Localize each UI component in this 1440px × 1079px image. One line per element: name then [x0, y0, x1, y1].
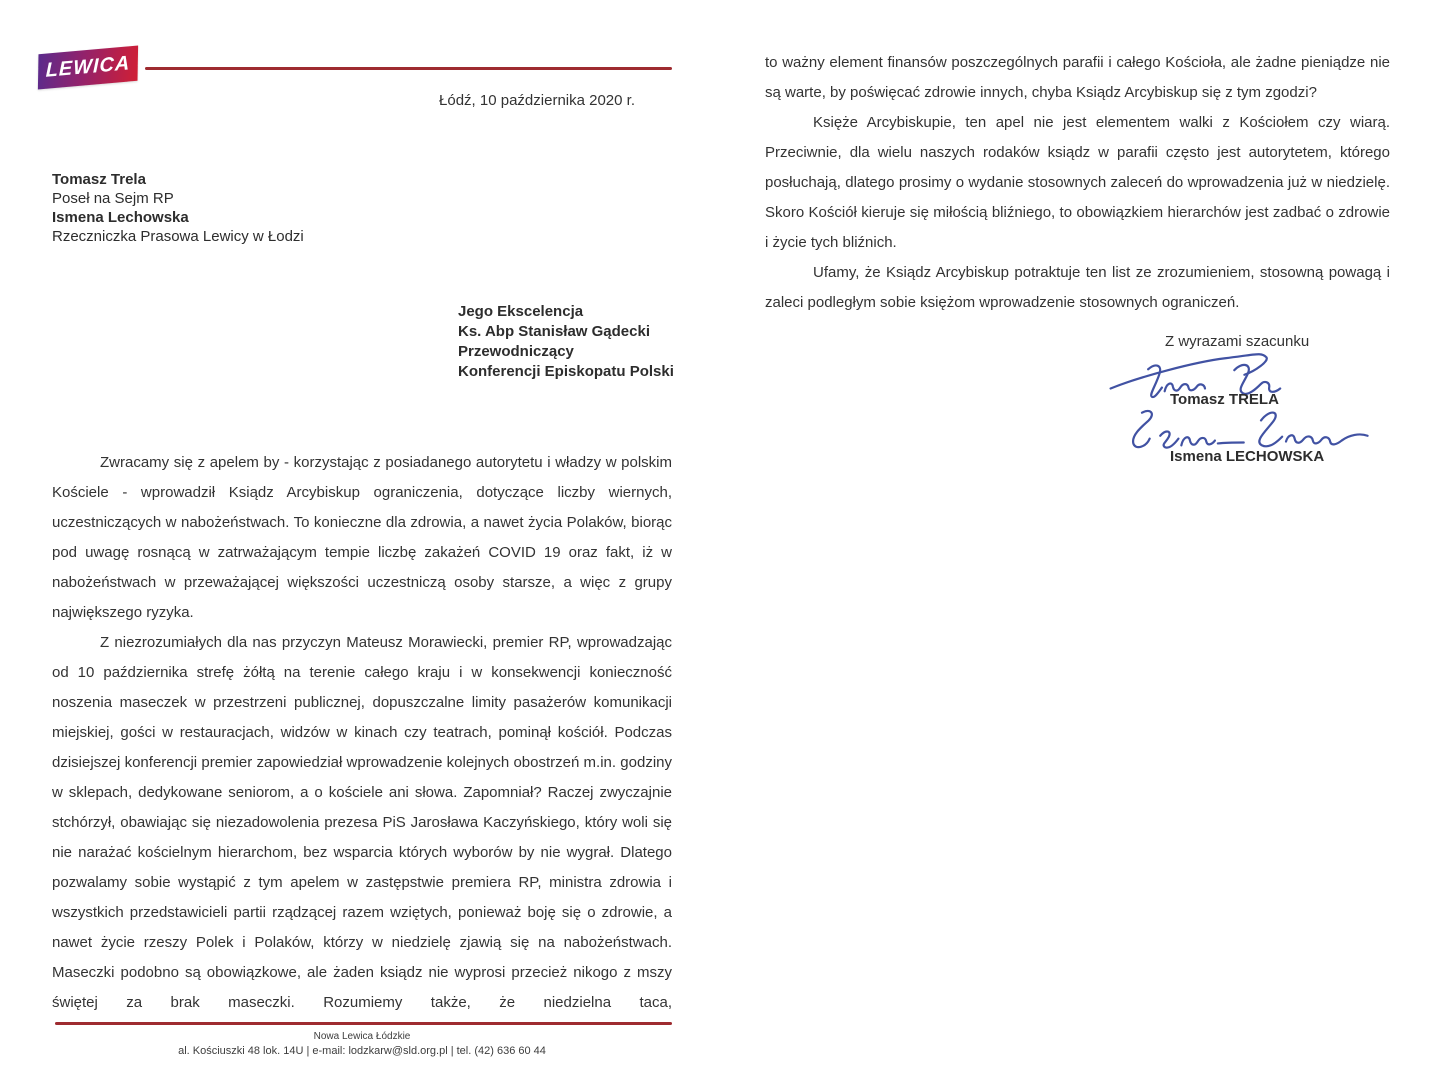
- paragraph-1: Zwracamy się z apelem by - korzystając z posiadanego autorytetu i władzy w polskim Kościele - wprowadził Ksiądz Arcybiskup ograniczenia, dotyczące liczby wiernych, uczestniczących w nabożeństwach. To konieczne dla zdrowia, a nawet życia Polaków, biorąc pod uwagę rosnącą w zatrważającym tempie liczbę zakażeń COVID 19 oraz fakt, iż w nabożeństwach w przeważającej większości uczestniczą osoby starsze, a więc z grupy największego ryzyka.: [52, 454, 672, 621]
- lewica-logo: [38, 46, 138, 90]
- sender-block: [52, 170, 304, 246]
- body-text-page-2: [765, 48, 1390, 318]
- lewica-logo-text: LEWICA: [45, 52, 131, 82]
- footer-block: [52, 1030, 672, 1059]
- closing-salutation: Z wyrazami szacunku: [1165, 333, 1310, 350]
- footer-org-name: Nowa Lewica Łódzkie: [313, 1031, 411, 1042]
- recipient-line-1: Jego Ekscelencja: [458, 303, 584, 320]
- paragraph-2: Z niezrozumiałych dla nas przyczyn Mateusz Morawiecki, premier RP, wprowadzając od 10 października strefę żółtą na terenie całego kraju i w konsekwencji konieczność noszenia maseczek w przestrzeni publicznej, dopuszczalne limity pasażerów komunikacji miejskiej, gości w restauracjach, widzów w kinach czy teatrach, pominął kościół. Podczas dzisiejszej konferencji premier zapowiedział wprowadzenie kolejnych obostrzeń m.in. godziny w sklepach, dedykowane seniorom, a o kościele ani słowa. Zapomniał? Raczej zwyczajnie stchórzył, obawiając się niezadowolenia prezesa PiS Jarosława Kaczyńskiego, który woli się nie narażać kościelnym hierarchom, bez wsparcia których wyborów by nie wygrał. Dlatego pozwalamy sobie wystąpić z tym apelem w zastępstwie premiera RP, ministra zdrowia i wszystkich przedstawicieli partii rządzącej razem wziętych, ponieważ boję się o zdrowie, a nawet życie rzeszy Polek i Polaków, którzy w niedzielę zjawią się na nabożeństwach. Maseczki podobno są obowiązkowe, ale żaden ksiądz nie wyprosi przecież nikogo z mszy świętej za brak maseczki. Rozumiemy także, że niedzielna taca,: [52, 634, 672, 1011]
- sender-name-2: Ismena Lechowska: [52, 209, 189, 226]
- paragraph-5: Ufamy, że Ksiądz Arcybiskup potraktuje ten list ze zrozumieniem, stosowną powagą i zaleci podległym sobie księżom wprowadzenie stosownych ograniczeń.: [765, 264, 1390, 311]
- paragraph-4: Księże Arcybiskupie, ten apel nie jest elementem walki z Kościołem czy wiarą. Przeciwnie, dla wielu naszych rodaków ksiądz w parafii często jest autorytetem, którego posłuchają, dlatego prosimy o wydanie stosownych zaleceń do wprowadzenia już w niedzielę. Skoro Kościół kieruje się miłością bliźniego, to obowiązkiem hierarchów jest zadbać o zdrowie i życie tych bliźnich.: [765, 114, 1390, 251]
- body-text-page-1: [52, 448, 672, 1018]
- date-line: Łódź, 10 października 2020 r.: [439, 92, 635, 109]
- sender-role-2: Rzeczniczka Prasowa Lewicy w Łodzi: [52, 228, 304, 245]
- recipient-line-3: Przewodniczący: [458, 343, 574, 360]
- printed-name-tomasz-trela: Tomasz TRELA: [1170, 391, 1279, 408]
- recipient-line-2: Ks. Abp Stanisław Gądecki: [458, 323, 651, 340]
- footer-rule-line: [55, 1022, 672, 1025]
- sender-name-1: Tomasz Trela: [52, 171, 146, 188]
- recipient-block: [458, 302, 674, 382]
- sender-role-1: Poseł na Sejm RP: [52, 190, 174, 207]
- footer-contact-line: al. Kościuszki 48 lok. 14U | e-mail: lodzkarw@sld.org.pl | tel. (42) 636 60 44: [178, 1045, 546, 1057]
- recipient-line-4: Konferencji Episkopatu Polski: [458, 363, 674, 380]
- header-rule-line: [145, 67, 672, 70]
- printed-name-ismena-lechowska: Ismena LECHOWSKA: [1170, 448, 1325, 465]
- paragraph-3-continuation: to ważny element finansów poszczególnych parafii i całego Kościoła, ale żadne pieniądze nie są warte, by poświęcać zdrowie innych, chyba Ksiądz Arcybiskup się z tym zgodzi?: [765, 54, 1390, 101]
- letter-page-2: [720, 0, 1440, 1079]
- signature-ink-ismena-lechowska: [1122, 406, 1377, 454]
